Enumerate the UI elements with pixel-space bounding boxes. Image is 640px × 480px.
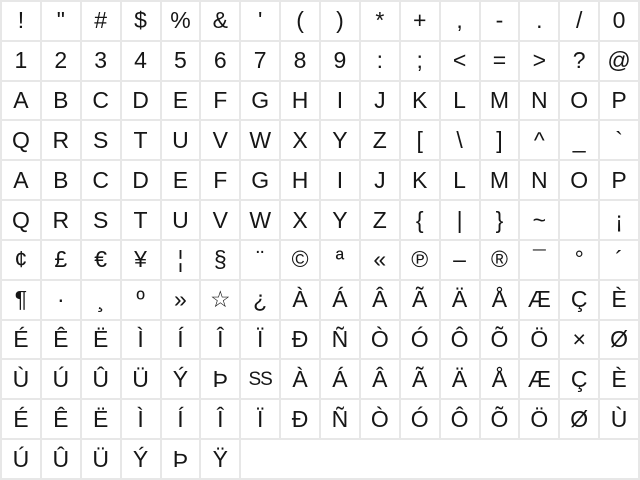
glyph-cell[interactable]: Ö [520, 400, 558, 438]
glyph-cell[interactable]: Ô [441, 400, 479, 438]
glyph-cell[interactable]: [ [401, 121, 439, 159]
glyph-cell[interactable]: ¦ [162, 241, 200, 279]
glyph-cell[interactable]: Å [481, 360, 519, 398]
glyph-cell[interactable]: Ã [401, 360, 439, 398]
glyph-cell[interactable]: P [600, 161, 638, 199]
glyph-cell[interactable]: Ä [441, 281, 479, 319]
glyph-cell[interactable]: + [401, 2, 439, 40]
glyph-cell[interactable]: À [281, 281, 319, 319]
glyph-cell[interactable]: ^ [520, 121, 558, 159]
glyph-cell[interactable]: O [560, 161, 598, 199]
glyph-cell[interactable]: B [42, 161, 80, 199]
glyph-cell[interactable]: " [42, 2, 80, 40]
glyph-cell[interactable]: O [560, 82, 598, 120]
glyph-cell[interactable]: £ [42, 241, 80, 279]
glyph-cell[interactable]: Õ [481, 321, 519, 359]
glyph-cell[interactable]: 9 [321, 42, 359, 80]
glyph-cell[interactable]: ¥ [122, 241, 160, 279]
glyph-cell[interactable]: Ô [441, 321, 479, 359]
glyph-cell[interactable]: Ú [2, 440, 40, 478]
glyph-cell[interactable]: L [441, 82, 479, 120]
glyph-cell[interactable]: / [560, 2, 598, 40]
glyph-cell[interactable]: * [361, 2, 399, 40]
glyph-cell[interactable]: © [281, 241, 319, 279]
glyph-cell[interactable]: Ò [361, 400, 399, 438]
glyph-cell[interactable]: H [281, 161, 319, 199]
glyph-cell[interactable]: Í [162, 321, 200, 359]
glyph-cell[interactable]: Í [162, 400, 200, 438]
glyph-cell[interactable]: ; [401, 42, 439, 80]
glyph-cell[interactable]: ¨ [241, 241, 279, 279]
glyph-cell[interactable]: ¢ [2, 241, 40, 279]
glyph-cell[interactable]: Ý [162, 360, 200, 398]
glyph-cell[interactable]: ( [281, 2, 319, 40]
glyph-cell[interactable]: ` [600, 121, 638, 159]
glyph-cell[interactable]: · [42, 281, 80, 319]
glyph-cell[interactable]: Ê [42, 400, 80, 438]
glyph-cell[interactable]: Ú [42, 360, 80, 398]
glyph-cell[interactable]: W [241, 121, 279, 159]
glyph-cell[interactable]: Æ [520, 281, 558, 319]
glyph-cell[interactable]: J [361, 82, 399, 120]
glyph-cell[interactable]: S [82, 201, 120, 239]
glyph-cell[interactable]: € [82, 241, 120, 279]
glyph-cell[interactable]: B [42, 82, 80, 120]
glyph-cell[interactable]: Ç [560, 281, 598, 319]
glyph-cell[interactable]: : [361, 42, 399, 80]
glyph-cell[interactable]: F [201, 161, 239, 199]
glyph-cell[interactable]: Ö [520, 321, 558, 359]
glyph-cell[interactable]: ) [321, 2, 359, 40]
glyph-cell[interactable]: Ò [361, 321, 399, 359]
glyph-cell[interactable]: È [600, 281, 638, 319]
glyph-cell[interactable]: Ç [560, 360, 598, 398]
glyph-cell[interactable]: Ð [281, 400, 319, 438]
glyph-cell[interactable]: Ð [281, 321, 319, 359]
glyph-cell[interactable]: C [82, 82, 120, 120]
glyph-cell[interactable]: | [441, 201, 479, 239]
glyph-cell[interactable]: É [2, 321, 40, 359]
glyph-cell[interactable]: G [241, 161, 279, 199]
glyph-cell[interactable]: X [281, 201, 319, 239]
glyph-cell[interactable]: ° [560, 241, 598, 279]
glyph-cell[interactable]: Ï [241, 400, 279, 438]
glyph-cell[interactable]: Â [361, 360, 399, 398]
glyph-cell[interactable]: Û [42, 440, 80, 478]
glyph-cell[interactable]: X [281, 121, 319, 159]
glyph-cell[interactable]: ¿ [241, 281, 279, 319]
glyph-cell[interactable]: { [401, 201, 439, 239]
glyph-cell[interactable]: - [481, 2, 519, 40]
glyph-cell[interactable]: M [481, 161, 519, 199]
glyph-cell[interactable]: G [241, 82, 279, 120]
glyph-cell[interactable]: – [441, 241, 479, 279]
glyph-cell[interactable]: W [241, 201, 279, 239]
glyph-cell[interactable]: » [162, 281, 200, 319]
glyph-cell[interactable]: Z [361, 121, 399, 159]
glyph-cell[interactable]: T [122, 121, 160, 159]
glyph-cell[interactable]: ~ [520, 201, 558, 239]
glyph-cell[interactable]: Â [361, 281, 399, 319]
glyph-cell[interactable]: 2 [42, 42, 80, 80]
glyph-cell[interactable]: A [2, 161, 40, 199]
glyph-cell[interactable]: C [82, 161, 120, 199]
empty-cell [560, 201, 598, 239]
glyph-cell[interactable]: @ [600, 42, 638, 80]
glyph-cell[interactable]: Z [361, 201, 399, 239]
glyph-cell[interactable]: É [2, 400, 40, 438]
glyph-cell[interactable]: F [201, 82, 239, 120]
glyph-cell[interactable]: Æ [520, 360, 558, 398]
glyph-cell[interactable]: U [162, 121, 200, 159]
glyph-cell[interactable]: Ü [122, 360, 160, 398]
glyph-cell[interactable]: 6 [201, 42, 239, 80]
glyph-cell[interactable]: « [361, 241, 399, 279]
glyph-cell[interactable]: Î [201, 400, 239, 438]
glyph-cell[interactable]: Þ [201, 360, 239, 398]
glyph-cell[interactable]: D [122, 161, 160, 199]
glyph-cell[interactable]: Î [201, 321, 239, 359]
glyph-cell[interactable]: D [122, 82, 160, 120]
glyph-cell[interactable]: Ê [42, 321, 80, 359]
glyph-cell[interactable]: R [42, 201, 80, 239]
glyph-cell[interactable]: N [520, 161, 558, 199]
glyph-cell[interactable]: K [401, 161, 439, 199]
glyph-cell[interactable]: K [401, 82, 439, 120]
glyph-cell[interactable]: < [441, 42, 479, 80]
glyph-cell[interactable]: A [2, 82, 40, 120]
glyph-cell[interactable]: I [321, 161, 359, 199]
glyph-cell[interactable]: ☆ [201, 281, 239, 319]
glyph-cell[interactable]: ! [2, 2, 40, 40]
glyph-cell[interactable]: Ý [122, 440, 160, 478]
glyph-cell[interactable]: Þ [162, 440, 200, 478]
glyph-cell[interactable]: # [82, 2, 120, 40]
glyph-cell[interactable]: º [122, 281, 160, 319]
glyph-cell[interactable]: È [600, 360, 638, 398]
glyph-cell[interactable]: Å [481, 281, 519, 319]
glyph-cell[interactable]: ' [241, 2, 279, 40]
glyph-cell[interactable]: L [441, 161, 479, 199]
glyph-cell[interactable]: Ä [441, 360, 479, 398]
glyph-cell[interactable]: 5 [162, 42, 200, 80]
glyph-cell[interactable]: E [162, 161, 200, 199]
glyph-cell[interactable]: 4 [122, 42, 160, 80]
glyph-cell[interactable]: Ñ [321, 321, 359, 359]
glyph-cell[interactable]: Ë [82, 321, 120, 359]
glyph-cell[interactable]: ℗ [401, 241, 439, 279]
glyph-cell[interactable]: V [201, 121, 239, 159]
glyph-cell[interactable]: . [520, 2, 558, 40]
glyph-cell[interactable]: H [281, 82, 319, 120]
glyph-cell[interactable]: Y [321, 121, 359, 159]
glyph-cell[interactable]: Ù [2, 360, 40, 398]
glyph-cell[interactable]: Á [321, 360, 359, 398]
glyph-cell[interactable]: Y [321, 201, 359, 239]
glyph-cell[interactable]: & [201, 2, 239, 40]
glyph-cell[interactable]: Ñ [321, 400, 359, 438]
glyph-cell[interactable]: S [82, 121, 120, 159]
glyph-cell[interactable]: P [600, 82, 638, 120]
glyph-cell[interactable]: Ì [122, 321, 160, 359]
glyph-cell[interactable]: J [361, 161, 399, 199]
glyph-cell[interactable]: _ [560, 121, 598, 159]
glyph-cell[interactable]: 1 [2, 42, 40, 80]
glyph-cell[interactable]: ¸ [82, 281, 120, 319]
glyph-cell[interactable]: SS [241, 360, 279, 398]
glyph-cell[interactable]: Á [321, 281, 359, 319]
glyph-cell[interactable]: M [481, 82, 519, 120]
glyph-cell[interactable]: ª [321, 241, 359, 279]
glyph-cell[interactable]: Q [2, 201, 40, 239]
glyph-cell[interactable]: } [481, 201, 519, 239]
glyph-cell[interactable]: ¡ [600, 201, 638, 239]
empty-region [241, 440, 638, 478]
glyph-cell[interactable]: U [162, 201, 200, 239]
glyph-cell[interactable]: Û [82, 360, 120, 398]
glyph-cell[interactable]: ¶ [2, 281, 40, 319]
glyph-cell[interactable]: Õ [481, 400, 519, 438]
glyph-cell[interactable]: Ó [401, 321, 439, 359]
glyph-cell[interactable]: > [520, 42, 558, 80]
glyph-cell[interactable]: Ó [401, 400, 439, 438]
glyph-cell[interactable]: Ü [82, 440, 120, 478]
glyph-cell[interactable]: Ã [401, 281, 439, 319]
glyph-cell[interactable]: Ø [600, 321, 638, 359]
glyph-cell[interactable]: V [201, 201, 239, 239]
glyph-cell[interactable]: ? [560, 42, 598, 80]
glyph-cell[interactable]: À [281, 360, 319, 398]
glyph-cell[interactable]: E [162, 82, 200, 120]
glyph-cell[interactable]: ® [481, 241, 519, 279]
glyph-cell[interactable]: I [321, 82, 359, 120]
glyph-cell[interactable]: ´ [600, 241, 638, 279]
glyph-cell[interactable]: Ì [122, 400, 160, 438]
glyph-cell[interactable]: Ï [241, 321, 279, 359]
glyph-cell[interactable]: 8 [281, 42, 319, 80]
glyph-cell[interactable]: Ÿ [201, 440, 239, 478]
glyph-cell[interactable]: ] [481, 121, 519, 159]
glyph-cell[interactable]: N [520, 82, 558, 120]
glyph-cell[interactable]: R [42, 121, 80, 159]
glyph-cell[interactable]: $ [122, 2, 160, 40]
glyph-cell[interactable]: = [481, 42, 519, 80]
glyph-cell[interactable]: Ø [560, 400, 598, 438]
glyph-cell[interactable]: Ë [82, 400, 120, 438]
glyph-cell[interactable]: 7 [241, 42, 279, 80]
glyph-cell[interactable]: \ [441, 121, 479, 159]
glyph-cell[interactable]: 0 [600, 2, 638, 40]
glyph-cell[interactable]: × [560, 321, 598, 359]
glyph-cell[interactable]: , [441, 2, 479, 40]
glyph-cell[interactable]: 3 [82, 42, 120, 80]
glyph-cell[interactable]: Q [2, 121, 40, 159]
glyph-cell[interactable]: § [201, 241, 239, 279]
glyph-cell[interactable]: % [162, 2, 200, 40]
glyph-cell[interactable]: ¯ [520, 241, 558, 279]
glyph-cell[interactable]: T [122, 201, 160, 239]
glyph-cell[interactable]: Ù [600, 400, 638, 438]
